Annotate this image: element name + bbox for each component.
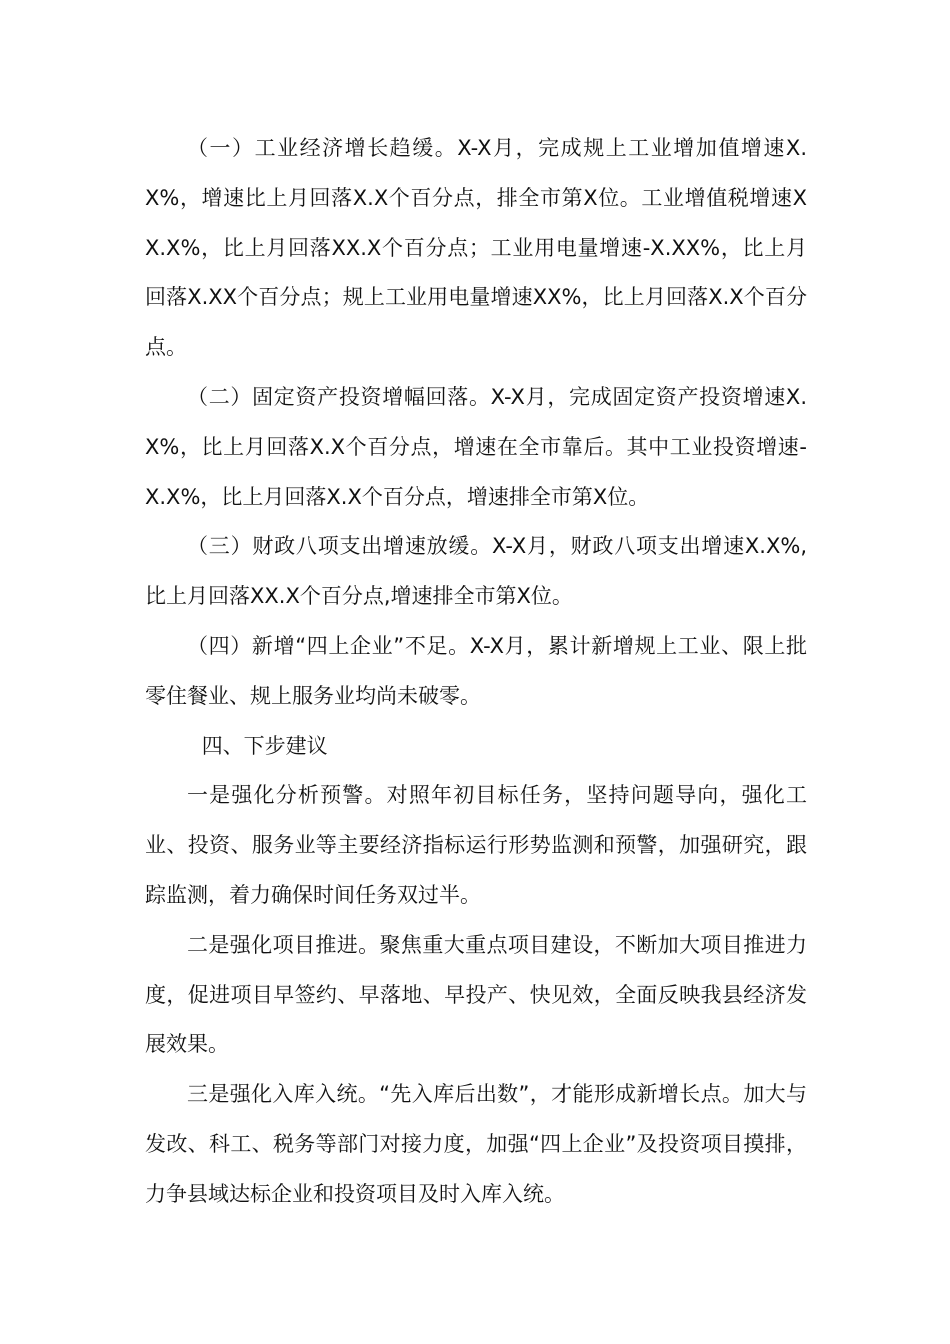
paragraph-industrial-economy: （一）工业经济增长趋缓。X-X月，完成规上工业增加值增速X.X%，增速比上月回落X.X个百分点，排全市第X位。工业增值税增速XX.X%，比上月回落XX.X个百分点；工业用电量增速-X.XX%，比上月回落X.XX个百分点；规上工业用电量增速XX%，比上月回落X.X个百分点。 [145,136,807,360]
suggestion-analysis-warning: 一是强化分析预警。对照年初目标任务，坚持问题导向，强化工业、投资、服务业等主要经济指标运行形势监测和预警，加强研究，跟踪监测，着力确保时间任务双过半。 [145,783,807,907]
section-heading-next-steps: 四、下步建议 [201,733,328,758]
suggestion-statistics-registration: 三是强化入库入统。“先入库后出数”，才能形成新增长点。加大与发改、科工、税务等部门对接力度，加强“四上企业”及投资项目摸排，力争县域达标企业和投资项目及时入库入统。 [145,1082,807,1206]
paragraph-fixed-asset-investment: （二）固定资产投资增幅回落。X-X月，完成固定资产投资增速X.X%，比上月回落X.X个百分点，增速在全市靠后。其中工业投资增速-X.X%，比上月回落X.X个百分点，增速排全市第X位。 [145,384,807,509]
suggestion-project-promotion: 二是强化项目推进。聚焦重大重点项目建设，不断加大项目推进力度，促进项目早签约、早落地、早投产、快见效，全面反映我县经济发展效果。 [145,932,807,1057]
document-body [145,124,807,1220]
paragraph-fiscal-expenditure: （三）财政八项支出增速放缓。X-X月，财政八项支出增速X.X%,比上月回落XX.X个百分点,增速排全市第X位。 [145,534,807,609]
paragraph-new-enterprises: （四）新增“四上企业”不足。X-X月，累计新增规上工业、限上批零住餐业、规上服务业均尚未破零。 [145,633,807,708]
